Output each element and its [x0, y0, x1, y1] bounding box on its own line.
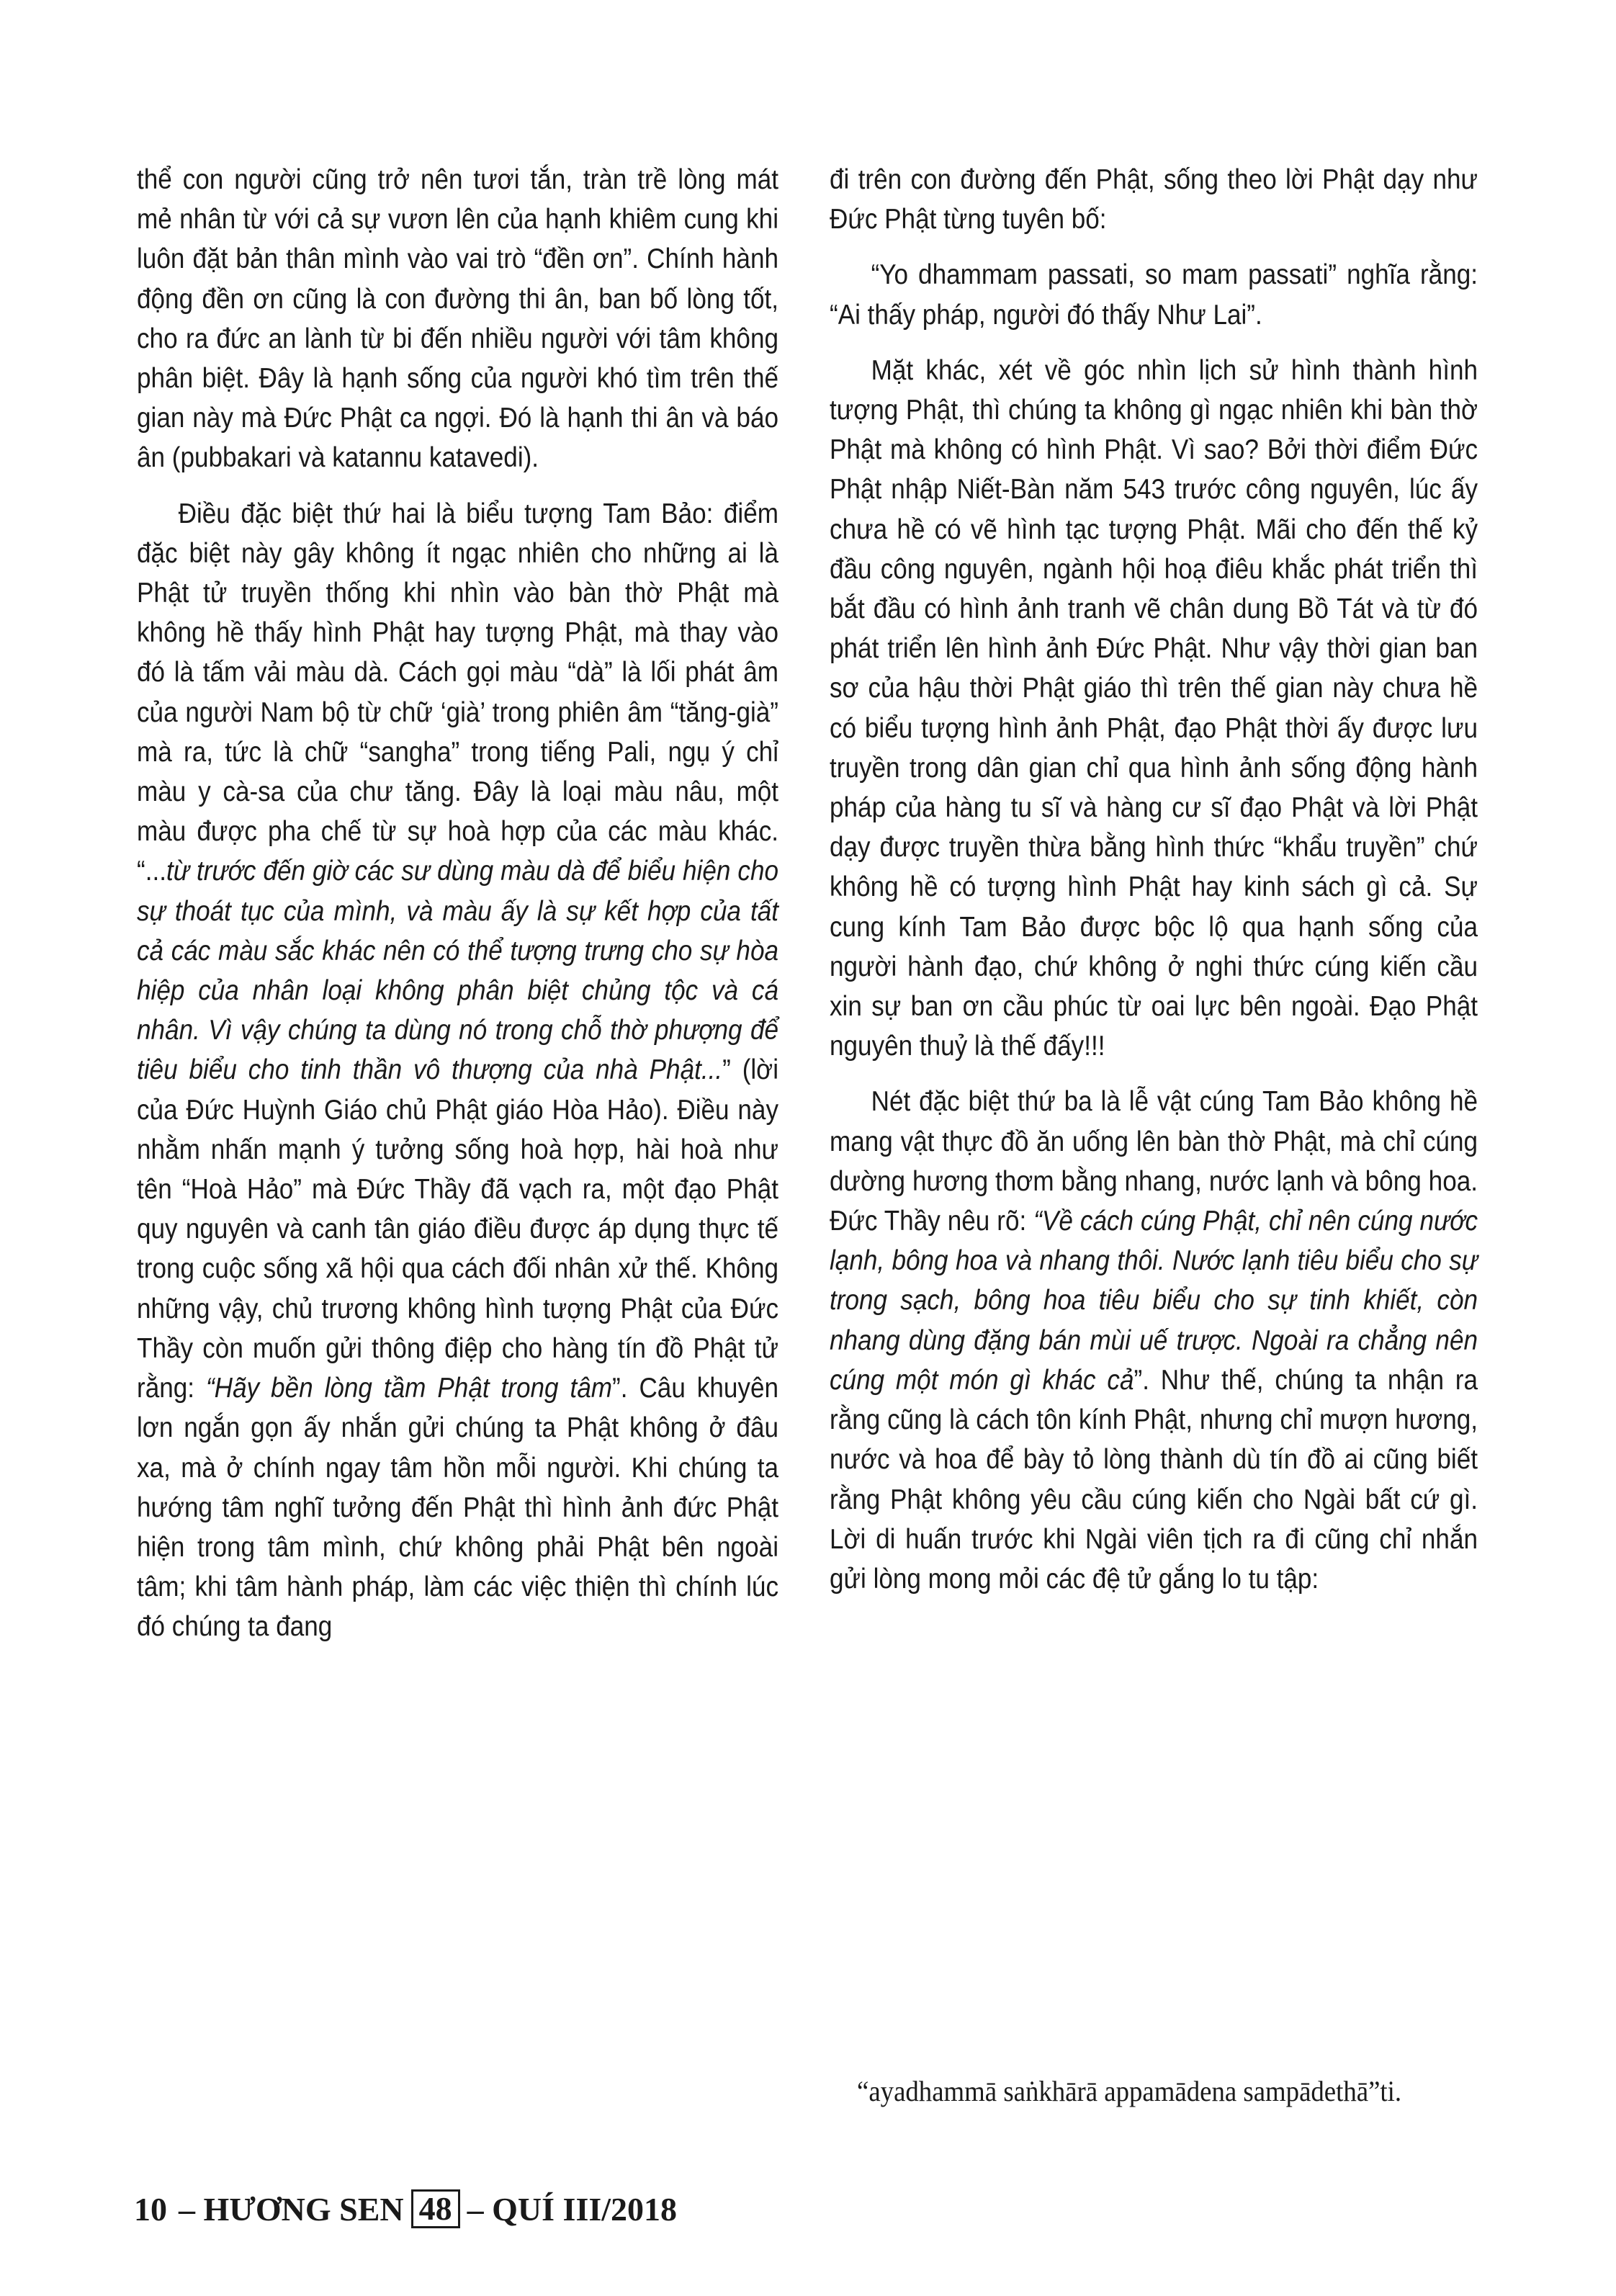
italic-quote: “Về cách cúng Phật, chỉ nên cúng nước lạnh, bông hoa và nhang thôi. Nước lạnh tiêu biểu cho sự trong sạch, bông hoa tiêu biểu cho sự tinh khiết, còn nhang dùng đặng bán mùi uế trược. Ngoài ra chẳng nên cúng một món gì khác cả	[830, 1206, 1478, 1396]
italic-quote: từ trước đến giờ các sư dùng màu dà để biểu hiện cho sự thoát tục của mình, và màu ấy là sự kết hợp của tất cả các màu sắc khác nên có thể tượng trưng cho sự hòa hiệp của nhân loại không phân biệt chủng tộc và cá nhân. Vì vậy chúng ta dùng nó trong chỗ thờ phượng để tiêu biểu cho tinh thần vô thượng của nhà Phật...	[137, 856, 778, 1086]
paragraph-text: Nét đặc biệt thứ ba là lễ vật cúng Tam Bảo không hề mang vật thực đồ ăn uống lên bàn thờ Phật, mà chỉ cúng dường hương thơm bằng nhang, nước lạnh và bông hoa. Đức Thầy nêu rõ:	[830, 1086, 1478, 1237]
italic-quote: “Hãy bền lòng tầm Phật trong tâm	[205, 1373, 613, 1404]
page-number: 10	[134, 2190, 167, 2228]
paragraph	[830, 351, 1478, 1067]
paragraph-text: Mặt khác, xét về góc nhìn lịch sử hình thành hình tượng Phật, thì chúng ta không gì ngạc nhiên khi bàn thờ Phật mà không có hình Phật. Vì sao? Bởi thời điểm Đức Phật nhập Niết-Bàn năm 543 trước công nguyên, lúc ấy chưa hề có vẽ hình tạc tượng Phật. Mãi cho đến thế kỷ đầu công nguyên, ngành hội hoạ điêu khắc phát triển thì bắt đầu có hình ảnh tranh vẽ chân dung Bồ Tát và từ đó phát triển lên hình ảnh Đức Phật. Như vậy thời gian ban sơ của hậu thời Phật giáo thì trên thế gian này chưa hề có biểu tượng hình ảnh Phật, đạo Phật thời ấy được lưu truyền trong dân gian chỉ qua hình ảnh sống động hành pháp của hàng tu sĩ và hàng cư sĩ đạo Phật và lời Phật dạy được truyền thừa bằng hình thức “khẩu truyền” chứ không hề có tượng hình Phật hay kinh sách gì cả. Sự cung kính Tam Bảo được bộc lộ qua hạnh sống của người hành đạo, chứ không ở nghi thức cúng kiến cầu xin sự ban ơn cầu phúc từ oai lực bên ngoài. Đạo Phật nguyên thuỷ là thế đấy!!!	[830, 354, 1478, 1062]
paragraph-text: thể con người cũng trở nên tươi tắn, tràn trề lòng mát mẻ nhân từ với cả sự vươn lên của hạnh khiêm cung khi luôn đặt bản thân mình vào vai trò “đền ơn”. Chính hành động đền ơn cũng là con đường thi ân, ban bố lòng tốt, cho ra đức an lành từ bi đến nhiều người với tâm không phân biệt. Đây là hạnh sống của người khó tìm trên thế gian này mà Đức Phật ca ngợi. Đó là hạnh thi ân và báo ân (pubbakari và katannu katavedi).	[137, 164, 778, 474]
pali-quote: “ayadhammā saṅkhārā appamādena sampādethā”ti.	[857, 2075, 1402, 2107]
paragraph	[137, 160, 778, 478]
paragraph-text: Điều đặc biệt thứ hai là biểu tượng Tam Bảo: điểm đặc biệt này gây không ít ngạc nhiên cho những ai là Phật tử truyền thống khi nhìn vào bàn thờ Phật mà không hề thấy hình Phật hay tượng Phật, mà thay vào đó là tấm vải màu dà. Cách gọi màu “dà” là lối phát âm của người Nam bộ từ chữ ‘già’ trong phiên âm “tăng-già” mà ra, tức là chữ “sangha” trong tiếng Pali, ngụ ý chỉ màu y cà-sa của chư tăng. Đây là loại màu nâu, một màu được pha chế từ sự hoà hợp của các màu khác. “...	[137, 498, 779, 887]
paragraph	[830, 255, 1478, 334]
paragraph	[830, 160, 1478, 239]
magazine-name: – HƯƠNG SEN	[179, 2190, 404, 2228]
paragraph-text: “Yo dhammam passati, so mam passati” nghĩa rằng: “Ai thấy pháp, người đó thấy Như Lai”.	[830, 259, 1478, 331]
paragraph-text: ” (lời của Đức Huỳnh Giáo chủ Phật giáo Hòa Hảo). Điều này nhằm nhấn mạnh ý tưởng sống hoà hợp, hài hoà như tên “Hoà Hảo” mà Đức Thầy đã vạch ra, một đạo Phật quy nguyên và canh tân giáo điều được áp dụng thực tế trong cuộc sống xã hội qua cách đối nhân xử thế. Không những vậy, chủ trương không hình tượng Phật của Đức Thầy còn muốn gửi thông điệp cho hàng tín đồ Phật tử rằng:	[137, 1054, 778, 1404]
paragraph-text: đi trên con đường đến Phật, sống theo lời Phật dạy như Đức Phật từng tuyên bố:	[830, 164, 1478, 236]
paragraph-text: ”. Như thế, chúng ta nhận ra rằng cũng là cách tôn kính Phật, nhưng chỉ mượn hương, nước và hoa để bày tỏ lòng thành dù tín đồ ai cũng biết rằng Phật không yêu cầu cúng kiến cho Ngài bất cứ gì. Lời di huấn trước khi Ngài viên tịch ra đi cũng chỉ nhắn gửi lòng mong mỏi các đệ tử gắng lo tu tập:	[830, 1364, 1478, 1595]
paragraph	[830, 1082, 1478, 1599]
issue-period: – QUÍ III/2018	[467, 2190, 678, 2228]
left-column	[137, 160, 778, 1663]
paragraph-text: ”. Câu khuyên lơn ngắn gọn ấy nhắn gửi chúng ta Phật không ở đâu xa, mà ở chính ngay tâm hồn mỗi người. Khi chúng ta hướng tâm nghĩ tưởng đến Phật thì hình ảnh đức Phật hiện trong tâm mình, chứ không phải Phật bên ngoài tâm; khi tâm hành pháp, làm các việc thiện thì chính lúc đó chúng ta đang	[137, 1373, 778, 1643]
paragraph	[137, 494, 778, 1647]
right-column	[830, 160, 1478, 1615]
page-footer	[134, 2189, 677, 2228]
issue-number-box: 48	[411, 2189, 460, 2228]
